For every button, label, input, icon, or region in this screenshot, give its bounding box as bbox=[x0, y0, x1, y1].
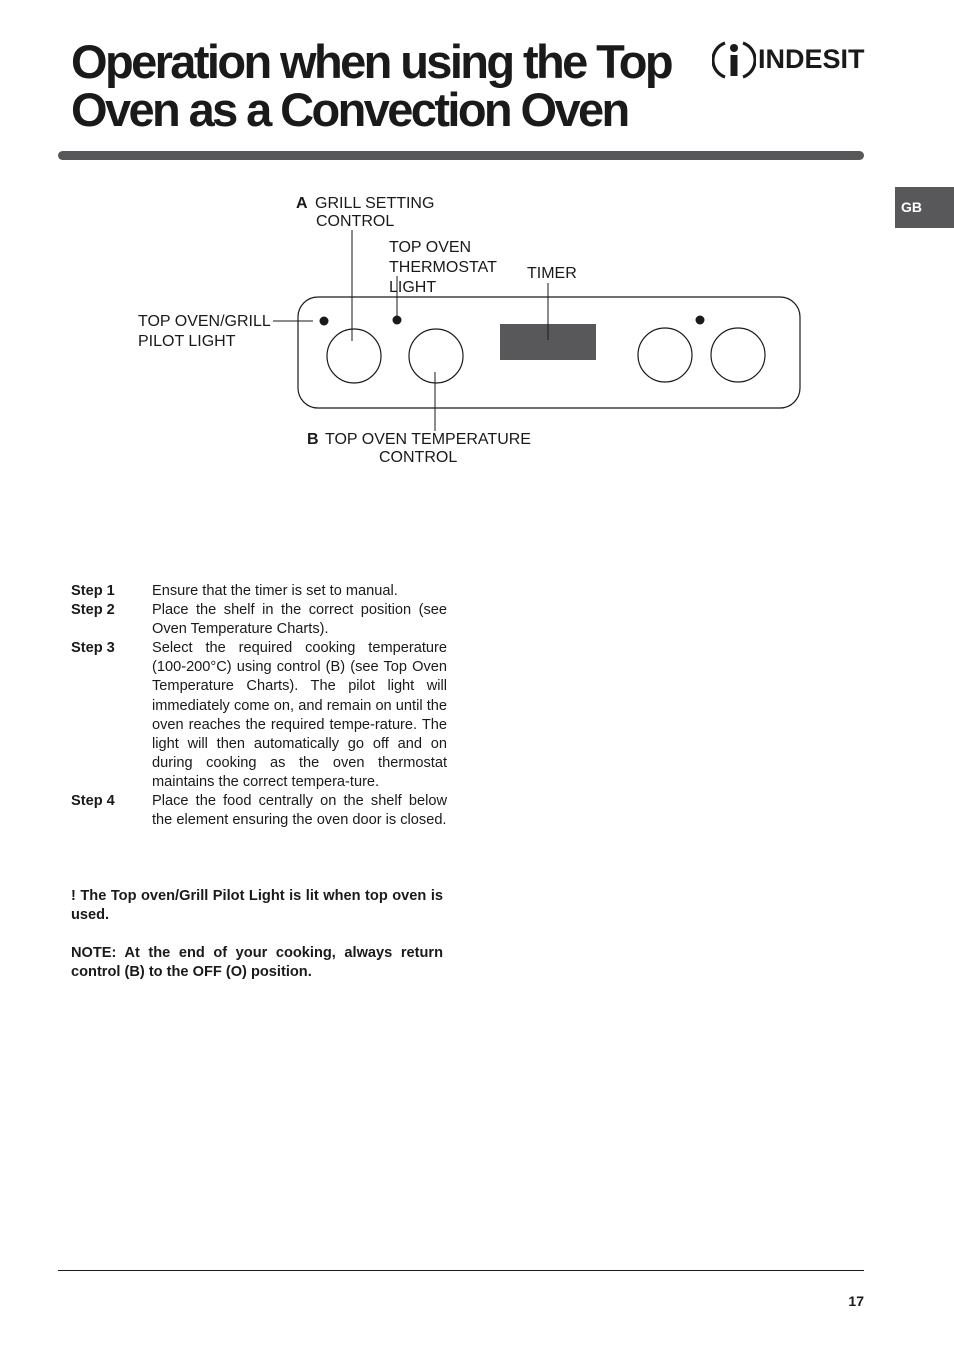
control-panel-diagram bbox=[0, 0, 954, 480]
step-label: Step 4 bbox=[71, 793, 115, 810]
pilot-light-indicator bbox=[320, 317, 329, 326]
grill-setting-label-line-2: CONTROL bbox=[316, 213, 395, 230]
pilot-light-label-line-2: PILOT LIGHT bbox=[138, 333, 236, 350]
language-tab: GB bbox=[895, 187, 954, 228]
step-item bbox=[71, 582, 447, 601]
temperature-control-label-line-2: CONTROL bbox=[379, 449, 458, 466]
step-item bbox=[71, 639, 447, 792]
grill-setting-label-line-1: GRILL SETTING bbox=[315, 195, 435, 212]
step-item bbox=[71, 792, 447, 830]
page-title-line-1: Operation when using the Top bbox=[71, 35, 671, 88]
footer-rule bbox=[58, 1270, 864, 1271]
control-knob-3 bbox=[638, 328, 692, 382]
brand-wordmark: INDESIT bbox=[758, 44, 865, 74]
step-text: Place the food centrally on the shelf below the element ensuring the oven door is closed. bbox=[152, 793, 447, 829]
step-text: Ensure that the timer is set to manual. bbox=[152, 583, 398, 599]
label-a-letter: A bbox=[296, 195, 308, 212]
step-label: Step 3 bbox=[71, 640, 115, 657]
step-label: Step 1 bbox=[71, 583, 115, 599]
step-label: Step 2 bbox=[71, 602, 115, 619]
steps-list bbox=[71, 582, 447, 830]
timer-label: TIMER bbox=[527, 265, 577, 282]
thermostat-label-line-2: THERMOSTAT bbox=[389, 259, 497, 276]
control-knob-4 bbox=[711, 328, 765, 382]
step-item bbox=[71, 601, 447, 639]
thermostat-light-indicator bbox=[393, 316, 402, 325]
top-oven-temperature-knob bbox=[409, 329, 463, 383]
indicator-light-3 bbox=[696, 316, 705, 325]
label-b-letter: B bbox=[307, 431, 319, 448]
page-title-line-2: Oven as a Convection Oven bbox=[71, 83, 628, 136]
step-text: Select the required cooking temperature (100-200°C) using control (B) (see Top Oven Temperature Charts). The pilot light will immediately come on, and remain on until the oven reaches the required tempe-rature. The light will then automatically go off and on during cooking as the oven thermostat maintains the correct tempera-ture. bbox=[152, 640, 447, 790]
pilot-light-note: ! The Top oven/Grill Pilot Light is lit when top oven is used. bbox=[71, 888, 443, 924]
pilot-light-label-line-1: TOP OVEN/GRILL bbox=[138, 313, 271, 330]
thermostat-label-line-3: LIGHT bbox=[389, 279, 437, 296]
thermostat-label-line-1: TOP OVEN bbox=[389, 239, 472, 256]
page-number: 17 bbox=[848, 1293, 864, 1309]
grill-setting-knob bbox=[327, 329, 381, 383]
step-text: Place the shelf in the correct position (see Oven Temperature Charts). bbox=[152, 602, 447, 638]
temperature-control-label-line-1: TOP OVEN TEMPERATURE bbox=[325, 431, 531, 448]
end-of-cooking-note: NOTE: At the end of your cooking, always return control (B) to the OFF (O) position. bbox=[71, 945, 443, 981]
